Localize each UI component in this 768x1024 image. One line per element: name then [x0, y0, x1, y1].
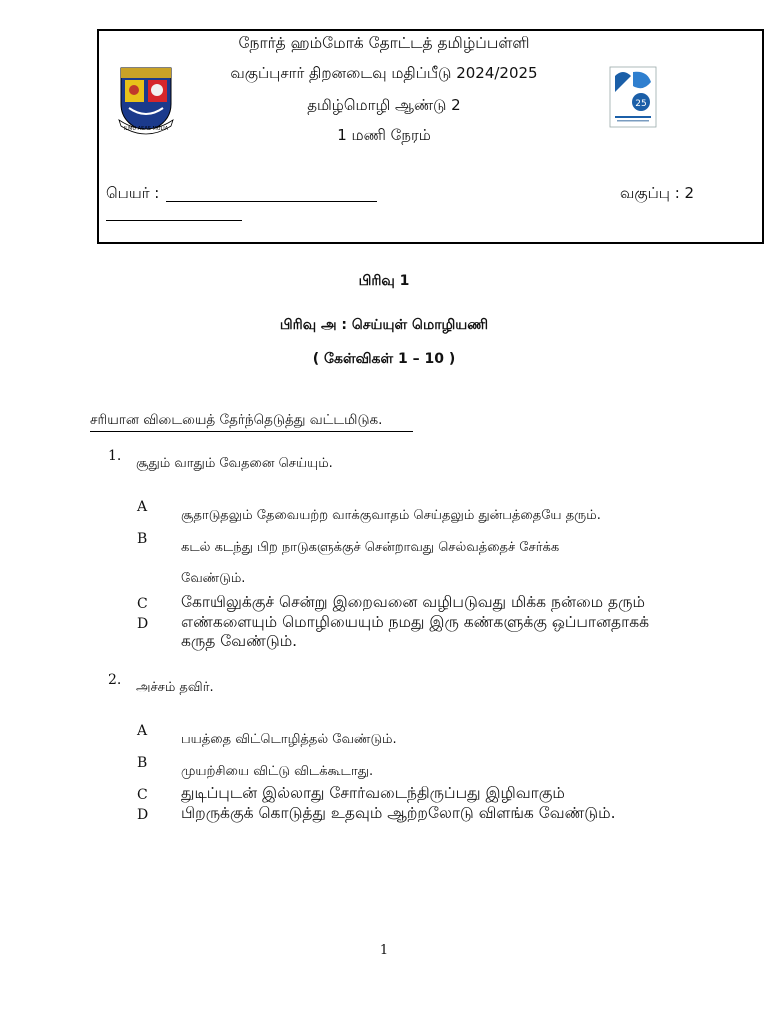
q1-option-c-letter[interactable]: C: [137, 596, 148, 612]
crest-motto-text: ILMU ASAS MULIA: [123, 126, 169, 132]
question-2-number: 2.: [108, 672, 122, 688]
q2-option-b-text[interactable]: முயற்சியை விட்டு விடக்கூடாது.: [181, 764, 374, 779]
question-range: ( கேள்விகள் 1 – 10 ): [312, 351, 456, 367]
q1-option-d-text-2[interactable]: கருத வேண்டும்.: [181, 632, 298, 650]
instruction-underline: [90, 431, 413, 432]
q2-option-a-letter[interactable]: A: [137, 723, 148, 739]
instruction-text: சரியான விடையைத் தேர்ந்தெடுத்து வட்டமிடுக.: [90, 412, 383, 428]
assessment-title: வகுப்புசார் திறனடைவு மதிப்பீடு 2024/2025: [230, 64, 538, 82]
section-title: பிரிவு 1: [358, 273, 410, 289]
section-subtitle: பிரிவு அ : செய்யுள் மொழியணி: [279, 317, 489, 333]
q1-option-b-letter[interactable]: B: [137, 531, 148, 547]
page-number: 1: [379, 943, 389, 958]
name-field-line-2[interactable]: [106, 220, 242, 221]
question-1-text: சூதும் வாதும் வேதனை செய்யும்.: [136, 456, 333, 471]
q1-option-b-text-2[interactable]: வேண்டும்.: [181, 571, 246, 586]
name-field-line[interactable]: [166, 201, 377, 202]
school-name: நோர்த் ஹம்மோக் தோட்டத் தமிழ்ப்பள்ளி: [238, 34, 530, 52]
question-2-text: அச்சம் தவிர்.: [136, 680, 214, 695]
question-1-number: 1.: [108, 448, 122, 464]
q1-option-c-text[interactable]: கோயிலுக்குச் சென்று இறைவனை வழிபடுவது மிக்க நன்மை தரும்: [181, 593, 645, 611]
q1-option-b-text[interactable]: கடல் கடந்து பிற நாடுகளுக்குச் சென்றாவது செல்வத்தைச் சேர்க்க: [181, 540, 560, 555]
q2-option-d-text[interactable]: பிறருக்குக் கொடுத்து உதவும் ஆற்றலோடு விளங்க வேண்டும்.: [181, 804, 616, 822]
q2-option-b-letter[interactable]: B: [137, 755, 148, 771]
q2-option-c-text[interactable]: துடிப்புடன் இல்லாது சோர்வடைந்திருப்பது இழிவாகும்: [181, 784, 565, 802]
class-label: வகுப்பு : 2: [620, 184, 695, 202]
q2-option-d-letter[interactable]: D: [137, 807, 149, 823]
q2-option-a-text[interactable]: பயத்தை விட்டொழித்தல் வேண்டும்.: [181, 732, 397, 747]
q1-option-a-letter[interactable]: A: [137, 499, 148, 515]
q1-option-d-letter[interactable]: D: [137, 616, 149, 632]
q1-option-a-text[interactable]: சூதாடுதலும் தேவையற்ற வாக்குவாதம் செய்தலும் துன்பத்தையே தரும்.: [181, 508, 601, 523]
q2-option-c-letter[interactable]: C: [137, 787, 148, 803]
q1-option-d-text[interactable]: எண்களையும் மொழியையும் நமது இரு கண்களுக்கு ஒப்பானதாகக்: [181, 613, 650, 631]
name-label: பெயர் :: [106, 184, 160, 202]
duration-text: 1 மணி நேரம்: [337, 126, 431, 144]
logo-number-text: 25: [635, 99, 647, 109]
subject-title: தமிழ்மொழி ஆண்டு 2: [307, 96, 461, 114]
